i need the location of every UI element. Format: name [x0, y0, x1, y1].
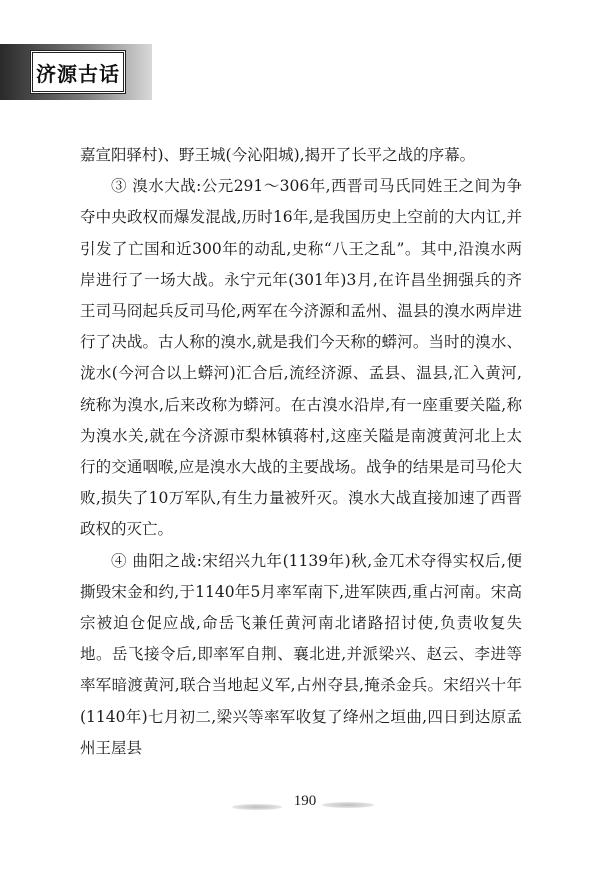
paragraph-qinshui-battle: ③ 溴水大战:公元291～306年,西晋司马氏同姓王之间为争夺中央政权而爆发混战,历时16年,是我国历史上空前的大内讧,并引发了亡国和近300年的动乱,史称“八王之乱”。其中,沿溴水两岸进行了一场大战。永宁元年(301年)3月,在许昌坐拥强兵的齐王司马冏起兵反司马伦,两军在今济源和孟州、温县的溴水两岸进行了决战。古人称的溴水,就是我们今天称的蟒河。当时的溴水、泷水(今河合以上蟒河)汇合后,流经济源、孟县、温县,汇入黄河,统称为溴水,后来改称为蟒河。在古溴水沿岸,有一座重要关隘,称为溴水关,就在今济源市梨林镇蒋村,这座关隘是南渡黄河北上太行的交通咽喉,应是溴水大战的主要战场。战争的结果是司马伦大败,损失了10万军队,有生力量被歼灭。溴水大战直接加速了西晋政权的灭亡。 [80, 177, 522, 539]
footer-decoration-left [232, 804, 282, 810]
book-logo [30, 50, 126, 94]
footer-decoration-right [322, 802, 374, 808]
page-number: 190 [293, 793, 317, 809]
page-footer [0, 790, 609, 820]
logo-text: 济源古话 [36, 61, 120, 86]
paragraph-continuation: 嘉宣阳驿村)、野王城(今沁阳城),揭开了长平之战的序幕。 [80, 146, 476, 164]
paragraph-quyang-battle: ④ 曲阳之战:宋绍兴九年(1139年)秋,金兀术夺得实权后,便撕毁宋金和约,于1140年5月率军南下,进军陕西,重占河南。宋高宗被迫仓促应战,命岳飞兼任黄河南北诸路招讨使,负责收复失地。岳飞接令后,即率军自荆、襄北进,并派梁兴、赵云、李进等率军暗渡黄河,联合当地起义军,占州夺县,掩杀金兵。宋绍兴十年(1140年)七月初二,梁兴等率军收复了绛州之垣曲,四日到达原孟州王屋县 [80, 551, 522, 757]
body-text [80, 140, 522, 764]
